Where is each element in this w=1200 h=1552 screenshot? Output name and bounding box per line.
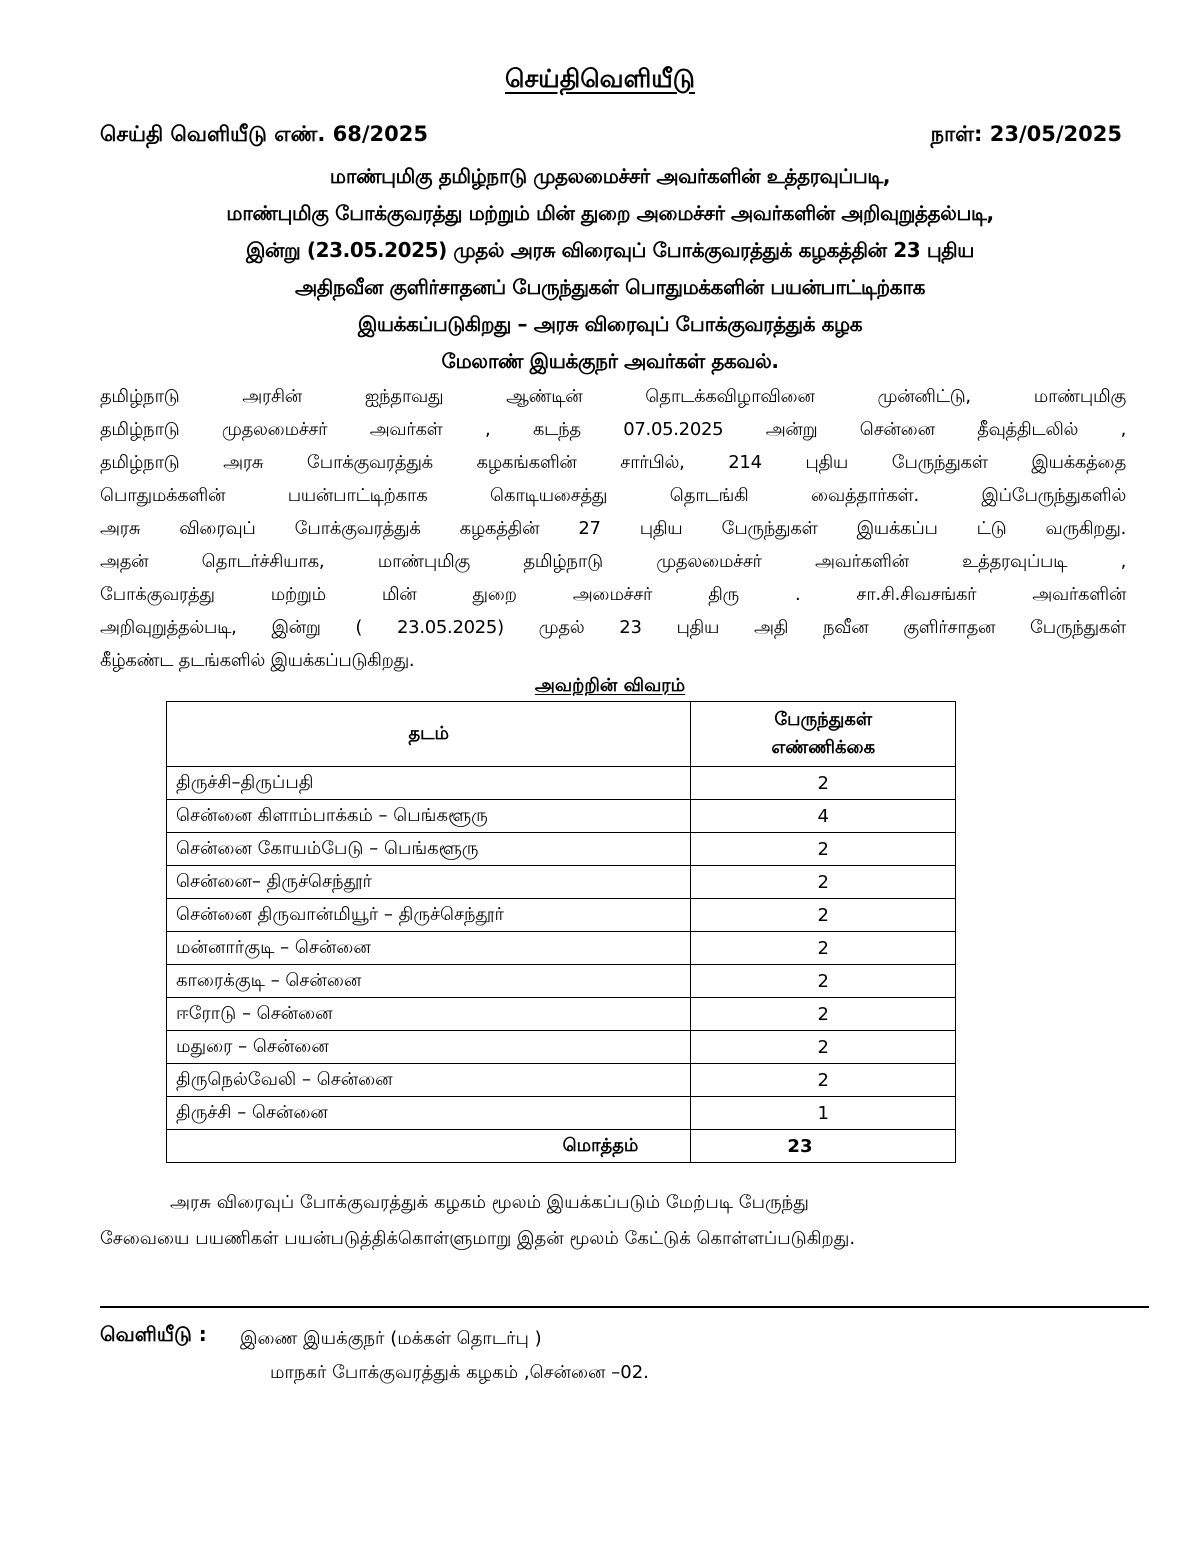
route-cell: காரைக்குடி – சென்னை	[167, 965, 691, 998]
headline-line: இயக்கப்படுகிறது – அரசு விரைவுப் போக்குவரத்துக் கழக	[357, 312, 863, 336]
table-row	[167, 965, 956, 998]
count-cell: 2	[691, 965, 956, 998]
count-cell: 1	[691, 1097, 956, 1130]
body-line: தமிழ்நாடு அரசின் ஐந்தாவது ஆண்டின் தொடக்கவிழாவினை முன்னிட்டு, மாண்புமிகு	[100, 386, 1126, 407]
route-cell: மதுரை – சென்னை	[167, 1031, 691, 1064]
table-row	[167, 800, 956, 833]
table-row	[167, 932, 956, 965]
table-row	[167, 767, 956, 800]
body-paragraph	[100, 380, 1126, 677]
table-row	[167, 1064, 956, 1097]
closing-line: அரசு விரைவுப் போக்குவரத்துக் கழகம் மூலம் இயக்கப்படும் மேற்படி பேருந்து	[170, 1192, 809, 1213]
header-count-line: பேருந்துகள்	[774, 709, 873, 730]
table-total-row	[167, 1130, 956, 1163]
count-cell: 2	[691, 1031, 956, 1064]
document-title: செய்திவெளியீடு	[505, 64, 695, 93]
table-caption: அவற்றின் விவரம்	[534, 675, 686, 696]
route-cell: சென்னை– திருச்செந்தூர்	[167, 866, 691, 899]
route-cell: சென்னை கிளாம்பாக்கம் – பெங்களூரு	[167, 800, 691, 833]
header-route: தடம்	[167, 702, 691, 767]
route-cell: மன்னார்குடி – சென்னை	[167, 932, 691, 965]
table-row	[167, 1031, 956, 1064]
footer-label: வெளியீடு :	[100, 1322, 207, 1346]
table-row	[167, 998, 956, 1031]
table-row	[167, 833, 956, 866]
count-cell: 2	[691, 998, 956, 1031]
table-row	[167, 899, 956, 932]
closing-paragraph	[100, 1185, 1160, 1257]
body-line: கீழ்கண்ட தடங்களில் இயக்கப்படுகிறது.	[100, 650, 415, 671]
body-line: பொதுமக்களின் பயன்பாட்டிற்காக கொடியசைத்து தொடங்கி வைத்தார்கள். இப்பேருந்துகளில்	[100, 485, 1126, 506]
total-label: மொத்தம்	[167, 1130, 691, 1163]
body-line: தமிழ்நாடு முதலமைச்சர் அவர்கள் , கடந்த 07.05.2025 அன்று சென்னை தீவுத்திடலில் ,	[100, 419, 1126, 440]
headline-line: அதிநவீன குளிர்சாதனப் பேருந்துகள் பொதுமக்களின் பயன்பாட்டிற்காக	[295, 275, 925, 299]
count-cell: 2	[691, 932, 956, 965]
release-date: நாள்: 23/05/2025	[930, 122, 1122, 146]
route-cell: ஈரோடு – சென்னை	[167, 998, 691, 1031]
route-cell: திருச்சி – சென்னை	[167, 1097, 691, 1130]
release-number: செய்தி வெளியீடு எண். 68/2025	[100, 122, 428, 146]
route-cell: சென்னை திருவான்மியூர் – திருச்செந்தூர்	[167, 899, 691, 932]
footer-divider	[100, 1306, 1149, 1308]
count-cell: 2	[691, 1064, 956, 1097]
count-cell: 2	[691, 833, 956, 866]
footer-line: மாநகர் போக்குவரத்துக் கழகம் ,சென்னை –02.	[270, 1362, 649, 1383]
headline-line: மாண்புமிகு போக்குவரத்து மற்றும் மின் துறை அமைச்சர் அவர்களின் அறிவுறுத்தல்படி,	[226, 201, 994, 225]
footer-issuer	[240, 1322, 649, 1390]
route-cell: திருச்சி–திருப்பதி	[167, 767, 691, 800]
body-line: தமிழ்நாடு அரசு போக்குவரத்துக் கழகங்களின் சார்பில், 214 புதிய பேருந்துகள் இயக்கத்தை	[100, 452, 1126, 473]
route-cell: சென்னை கோயம்பேடு – பெங்களூரு	[167, 833, 691, 866]
table-row	[167, 866, 956, 899]
body-line: போக்குவரத்து மற்றும் மின் துறை அமைச்சர் திரு . சா.சி.சிவசங்கர் அவர்களின்	[100, 584, 1126, 605]
total-value: 23	[691, 1130, 956, 1163]
count-cell: 2	[691, 899, 956, 932]
table-row	[167, 1097, 956, 1130]
headline-line: மேலாண் இயக்குநர் அவர்கள் தகவல்.	[441, 349, 779, 373]
closing-line: சேவையை பயணிகள் பயன்படுத்திக்கொள்ளுமாறு இதன் மூலம் கேட்டுக் கொள்ளப்படுகிறது.	[100, 1228, 856, 1249]
table-header-row	[167, 702, 956, 767]
body-line: அறிவுறுத்தல்படி, இன்று ( 23.05.2025) முதல் 23 புதிய அதி நவீன குளிர்சாதன பேருந்துகள்	[100, 617, 1126, 638]
header-count-line: எண்ணிக்கை	[771, 737, 876, 758]
headline-line: மாண்புமிகு தமிழ்நாடு முதலமைச்சர் அவர்களின் உத்தரவுப்படி,	[329, 164, 891, 188]
header-count	[691, 702, 956, 767]
footer-line: இணை இயக்குநர் (மக்கள் தொடர்பு )	[240, 1328, 542, 1349]
meta-row	[100, 122, 1122, 149]
routes-table	[166, 701, 956, 1163]
headline	[80, 158, 1140, 380]
count-cell: 2	[691, 866, 956, 899]
headline-line: இன்று (23.05.2025) முதல் அரசு விரைவுப் போக்குவரத்துக் கழகத்தின் 23 புதிய	[245, 238, 975, 262]
body-line: அதன் தொடர்ச்சியாக, மாண்புமிகு தமிழ்நாடு முதலமைச்சர் அவர்களின் உத்தரவுப்படி ,	[100, 551, 1126, 572]
count-cell: 4	[691, 800, 956, 833]
count-cell: 2	[691, 767, 956, 800]
route-cell: திருநெல்வேலி – சென்னை	[167, 1064, 691, 1097]
body-line: அரசு விரைவுப் போக்குவரத்துக் கழகத்தின் 27 புதிய பேருந்துகள் இயக்கப்ப ட்டு வருகிறது.	[100, 518, 1126, 539]
